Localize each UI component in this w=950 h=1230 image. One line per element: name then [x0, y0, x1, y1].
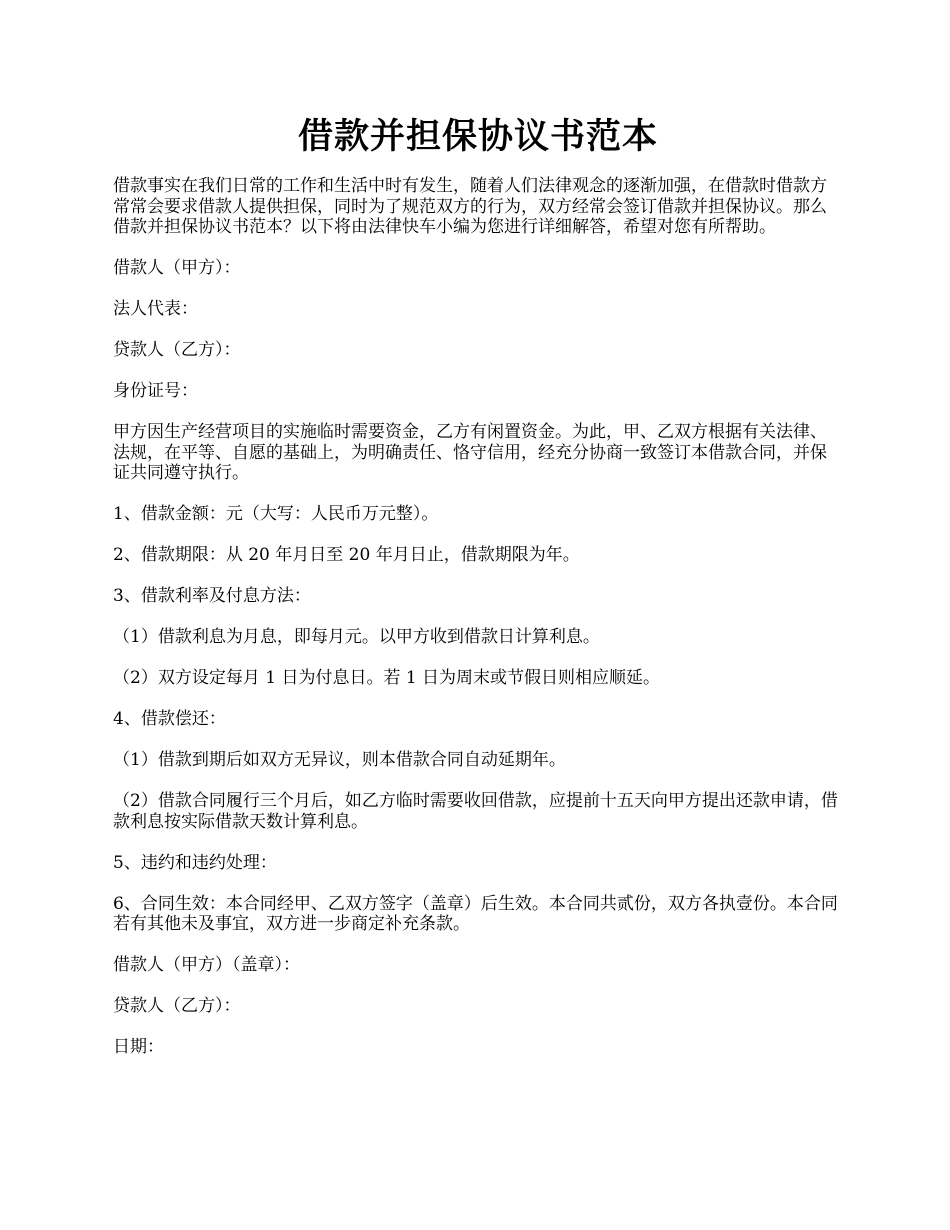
signature-lender: 贷款人（乙方）：	[113, 996, 241, 1016]
lender-line: 贷款人（乙方）：	[113, 340, 241, 360]
intro-paragraph: 借款事实在我们日常的工作和生活中时有发生，随着人们法律观念的逐渐加强，在借款时借款方常常会要求借款人提供担保，同时为了规范双方的行为，双方经常会签订借款并担保协议。那么借款并担保协议书范本？以下将由法律快车小编为您进行详细解答，希望对您有所帮助。	[113, 176, 827, 237]
clause-interest-item-2: （2）双方设定每月 1 日为付息日。若 1 日为周末或节假日则相应顺延。	[113, 668, 661, 688]
signature-date: 日期：	[113, 1037, 164, 1057]
legal-representative-line: 法人代表：	[113, 299, 198, 319]
document-page	[113, 112, 843, 1078]
clause-interest-heading: 3、借款利率及付息方法：	[113, 586, 311, 606]
preamble-paragraph: 甲方因生产经营项目的实施临时需要资金，乙方有闲置资金。为此，甲、乙双方根据有关法律、法规，在平等、自愿的基础上，为明确责任、恪守信用，经充分协商一致签订本借款合同，并保证共同遵守执行。	[113, 422, 827, 483]
borrower-line: 借款人（甲方）：	[113, 258, 241, 278]
clause-breach-heading: 5、违约和违约处理：	[113, 852, 277, 873]
document-title: 借款并担保协议书范本	[297, 116, 658, 157]
signature-borrower: 借款人（甲方）（盖章）：	[113, 955, 300, 975]
clause-effectiveness: 6、合同生效：本合同经甲、乙双方签字（盖章）后生效。本合同共贰份，双方各执壹份。本合同若有其他未及事宜，双方进一步商定补充条款。	[113, 893, 838, 934]
id-number-line: 身份证号：	[113, 381, 198, 401]
clause-loan-amount: 1、借款金额：元（大写：人民币万元整）。	[113, 504, 439, 524]
clause-interest-item-1: （1）借款利息为月息，即每月元。以甲方收到借款日计算利息。	[113, 627, 600, 647]
clause-repayment-heading: 4、借款偿还：	[113, 709, 226, 729]
clause-repayment-item-1: （1）借款到期后如双方无异议，则本借款合同自动延期年。	[113, 750, 566, 770]
clause-loan-term: 2、借款期限：从 20 年月日至 20 年月日止，借款期限为年。	[113, 545, 580, 565]
clause-repayment-item-2: （2）借款合同履行三个月后，如乙方临时需要收回借款，应提前十五天向甲方提出还款申请，借款利息按实际借款天数计算利息。	[113, 791, 838, 832]
